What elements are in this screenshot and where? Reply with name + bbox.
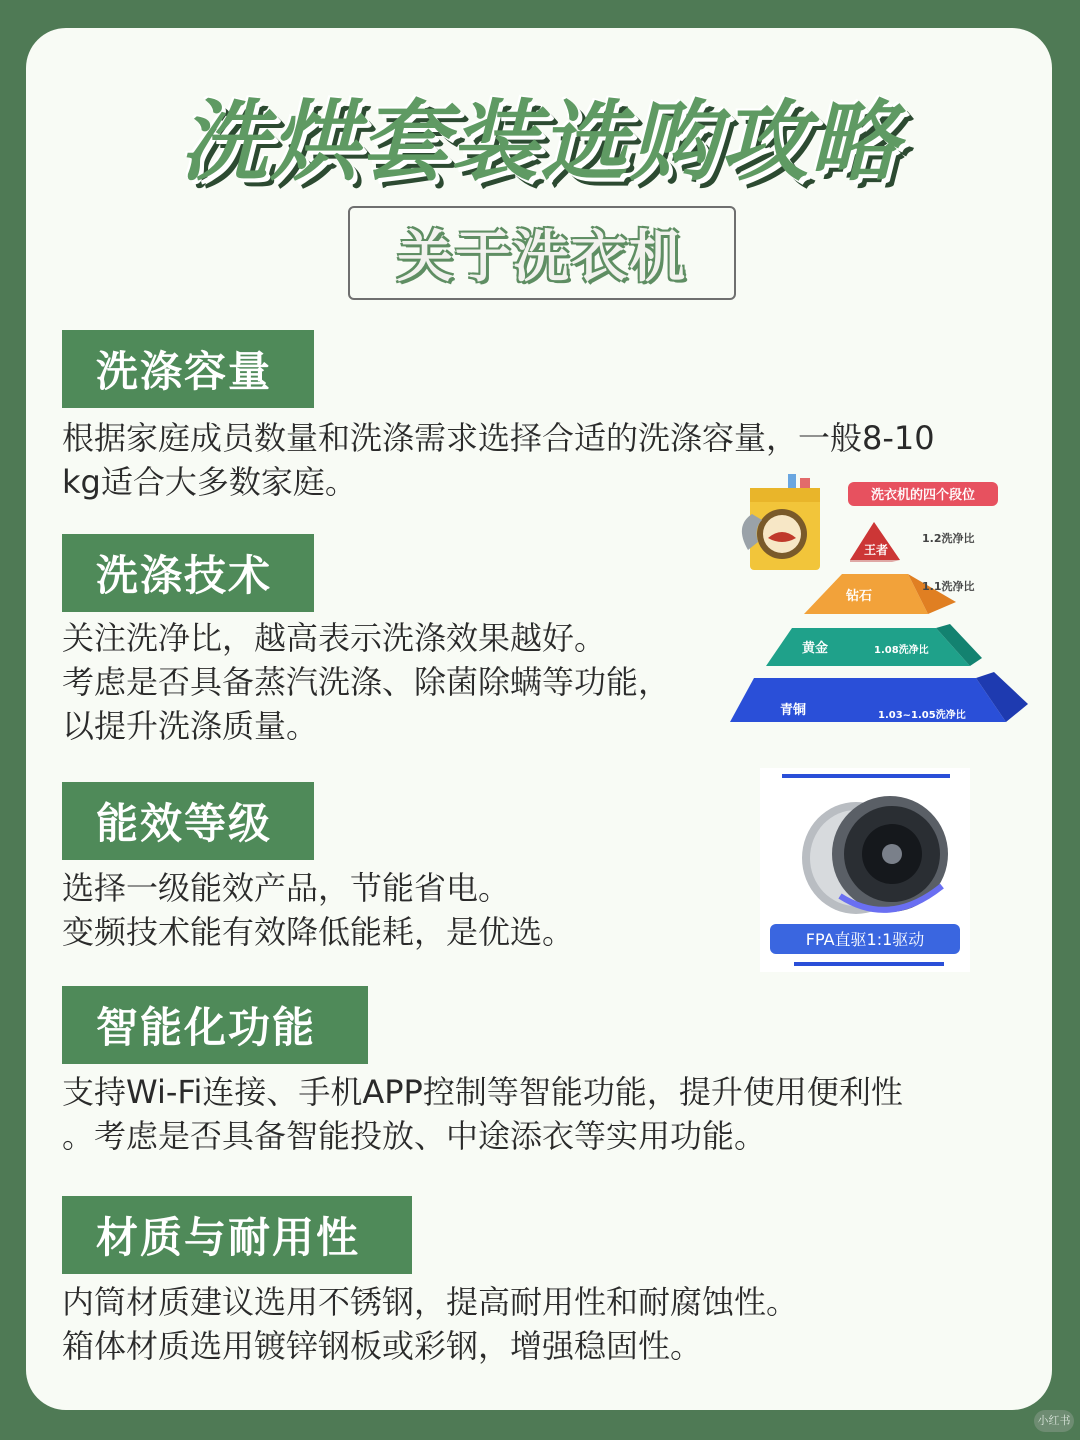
section-body-smart: 支持Wi-Fi连接、手机APP控制等智能功能，提升使用便利性 。考虑是否具备智能投放、中途添衣等实用功能。 — [62, 1073, 903, 1155]
pyramid-title: 洗衣机的四个段位 — [870, 488, 976, 503]
tier-1-name: 王者 — [864, 543, 889, 557]
tier-4-name: 青铜 — [780, 703, 807, 718]
tier-2-name: 钻石 — [846, 589, 873, 604]
pyramid-tier-3 — [766, 628, 970, 666]
washing-machine-icon — [742, 474, 820, 570]
tier-2-ratio: 1.1洗净比 — [922, 580, 975, 593]
tier-3-name: 黄金 — [802, 641, 829, 656]
page-subtitle: 关于洗衣机 — [397, 225, 687, 290]
tier-4-ratio: 1.03~1.05洗净比 — [878, 710, 966, 721]
section-heading-efficiency: 能效等级 — [62, 782, 314, 860]
motor-label: FPA直驱1:1驱动 — [805, 930, 925, 949]
section-body-material: 内筒材质建议选用不锈钢，提高耐用性和耐腐蚀性。 箱体材质选用镀锌钢板或彩钢，增强稳固性。 — [62, 1283, 799, 1365]
section-heading-capacity: 洗涤容量 — [62, 330, 314, 408]
drum-motor-icon — [802, 796, 948, 914]
section-heading-material: 材质与耐用性 — [62, 1196, 412, 1274]
watermark-logo: 小红书 — [1034, 1410, 1074, 1432]
motor-illustration — [760, 768, 970, 972]
tier-1-ratio: 1.2洗净比 — [922, 532, 975, 545]
section-heading-technology: 洗涤技术 — [62, 534, 314, 612]
section-body-capacity: 根据家庭成员数量和洗涤需求选择合适的洗涤容量，一般8-10 kg适合大多数家庭。 — [62, 419, 935, 501]
page-title: 洗烘套装选购攻略 — [179, 90, 900, 193]
tier-3-ratio: 1.08洗净比 — [874, 645, 929, 656]
section-body-technology: 关注洗净比，越高表示洗涤效果越好。 考虑是否具备蒸汽洗涤、除菌除螨等功能， 以提升洗涤质量。 — [62, 619, 671, 745]
section-heading-smart: 智能化功能 — [62, 986, 368, 1064]
section-body-efficiency: 选择一级能效产品，节能省电。 变频技术能有效降低能耗，是优选。 — [62, 869, 575, 951]
pyramid-illustration — [724, 466, 1044, 742]
subtitle-box — [348, 206, 736, 300]
